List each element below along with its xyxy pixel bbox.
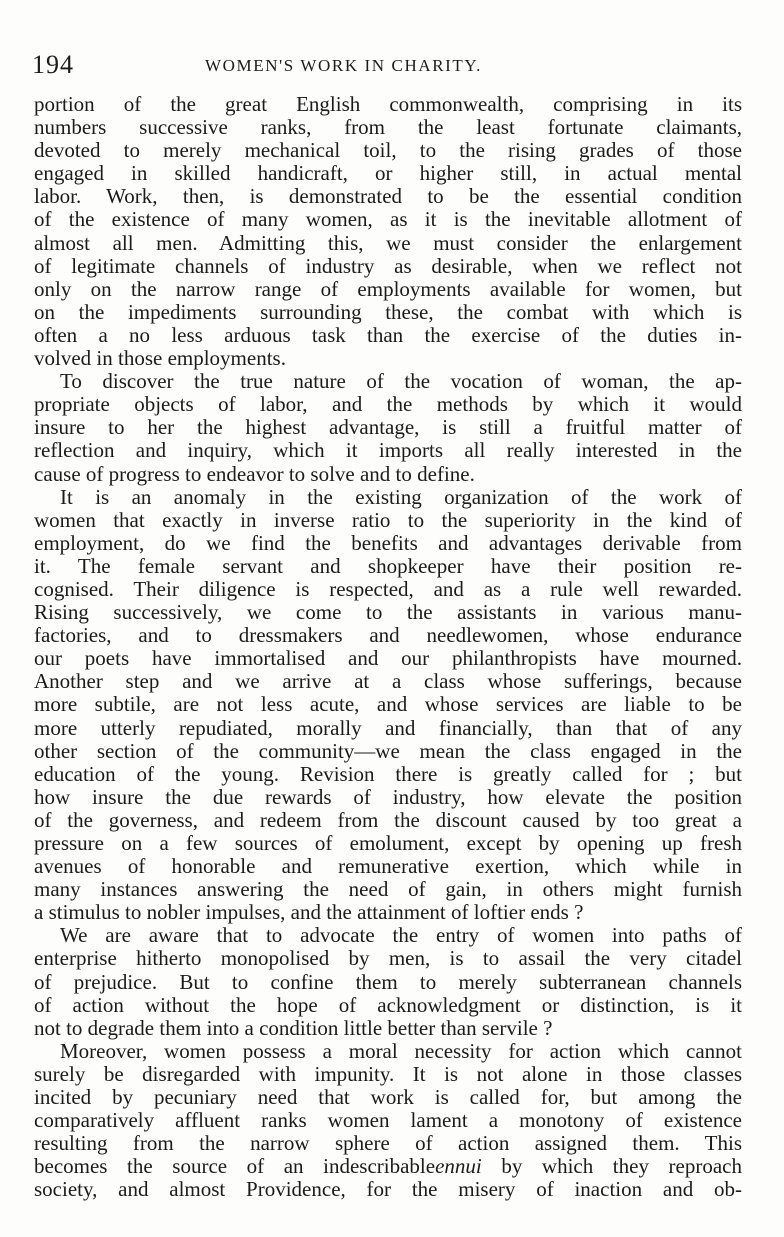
text-line: only on the narrow range of employments available for women, but — [34, 276, 742, 301]
text-line: resulting from the narrow sphere of action assigned them. This — [34, 1131, 742, 1156]
page-number: 194 — [32, 50, 74, 79]
text-line: women that exactly in inverse ratio to the superiority in the kind of — [34, 507, 742, 532]
running-head — [30, 50, 750, 80]
text-line: reflection and inquiry, which it imports all really interested in the — [34, 438, 742, 463]
text-line: of prejudice. But to confine them to merely subterranean channels — [34, 969, 742, 994]
text-line: labor. Work, then, is demonstrated to be the essential condition — [34, 184, 742, 209]
body-text — [34, 93, 742, 1202]
text-line: Moreover, women possess a moral necessity for action which cannot — [60, 1038, 742, 1063]
text-line: how insure the due rewards of industry, how elevate the position — [34, 784, 742, 809]
text-line: insure to her the highest advantage, is still a fruitful matter of — [34, 415, 742, 440]
text-line: cognised. Their diligence is respected, and as a rule well rewarded. — [34, 576, 742, 601]
text-line: cause of progress to endeavor to solve and to define. — [34, 461, 475, 486]
text-line: Rising successively, we come to the assistants in various manu- — [34, 600, 742, 625]
text-line: It is an anomaly in the existing organization of the work of — [60, 484, 742, 509]
text-line: We are aware that to advocate the entry of women into paths of — [60, 923, 742, 948]
text-line: on the impediments surrounding these, the combat with which is — [34, 299, 742, 324]
text-segment: by which they reproach — [481, 1154, 742, 1179]
text-line: education of the young. Revision there is greatly called for ; but — [34, 761, 742, 786]
text-line: not to degrade them into a condition little better than servile ? — [34, 1015, 553, 1040]
italic-word: ennui — [435, 1154, 482, 1179]
text-line: of legitimate channels of industry as desirable, when we reflect not — [34, 253, 742, 278]
text-line: portion of the great English commonwealth, comprising in its — [34, 92, 742, 116]
text-line: of the existence of many women, as it is the inevitable allotment of — [34, 207, 742, 232]
text-segment: becomes the source of an indescribable — [34, 1154, 436, 1179]
text-line: comparatively affluent ranks women lament a monotony of existence — [34, 1108, 742, 1133]
text-line: often a no less arduous task than the exercise of the duties in- — [34, 322, 742, 347]
text-line: devoted to merely mechanical toil, to the rising grades of those — [34, 138, 742, 163]
text-line: avenues of honorable and remunerative exertion, which while in — [34, 854, 742, 879]
text-line: employment, do we find the benefits and advantages derivable from — [34, 530, 742, 555]
text-line: more subtile, are not less acute, and whose services are liable to be — [34, 692, 742, 717]
text-line: numbers successive ranks, from the least fortunate claimants, — [34, 115, 742, 140]
text-line: of action without the hope of acknowledgment or distinction, is it — [34, 992, 742, 1017]
text-line: incited by pecuniary need that work is called for, but among the — [34, 1085, 742, 1110]
text-line: other section of the community—we mean the class engaged in the — [34, 738, 742, 763]
text-line: To discover the true nature of the vocation of woman, the ap- — [60, 369, 742, 394]
text-line: our poets have immortalised and our philanthropists have mourned. — [34, 646, 742, 671]
text-line: volved in those employments. — [34, 346, 286, 371]
running-title: WOMEN'S WORK IN CHARITY. — [205, 56, 482, 75]
text-line: almost all men. Admitting this, we must consider the enlargement — [34, 230, 742, 255]
text-line: society, and almost Providence, for the misery of inaction and ob- — [34, 1177, 742, 1202]
text-line: many instances answering the need of gain, in others might furnish — [34, 877, 742, 902]
text-line: Another step and we arrive at a class whose sufferings, because — [34, 669, 742, 694]
text-line: of the governess, and redeem from the discount caused by too great a — [34, 807, 742, 832]
text-line: pressure on a few sources of emolument, except by opening up fresh — [34, 831, 742, 855]
text-line: it. The female servant and shopkeeper have their position re- — [34, 553, 742, 578]
text-line: engaged in skilled handicraft, or higher still, in actual mental — [34, 161, 742, 186]
text-line — [34, 1155, 742, 1178]
text-line: surely be disregarded with impunity. It is not alone in those classes — [34, 1061, 742, 1086]
text-line: factories, and to dressmakers and needlewomen, whose endurance — [34, 623, 742, 648]
text-line: enterprise hitherto monopolised by men, is to assail the very citadel — [34, 946, 742, 971]
text-line: more utterly repudiated, morally and financially, than that of any — [34, 715, 742, 740]
text-line: a stimulus to nobler impulses, and the attainment of loftier ends ? — [34, 900, 584, 925]
text-line: propriate objects of labor, and the methods by which it would — [34, 392, 742, 417]
